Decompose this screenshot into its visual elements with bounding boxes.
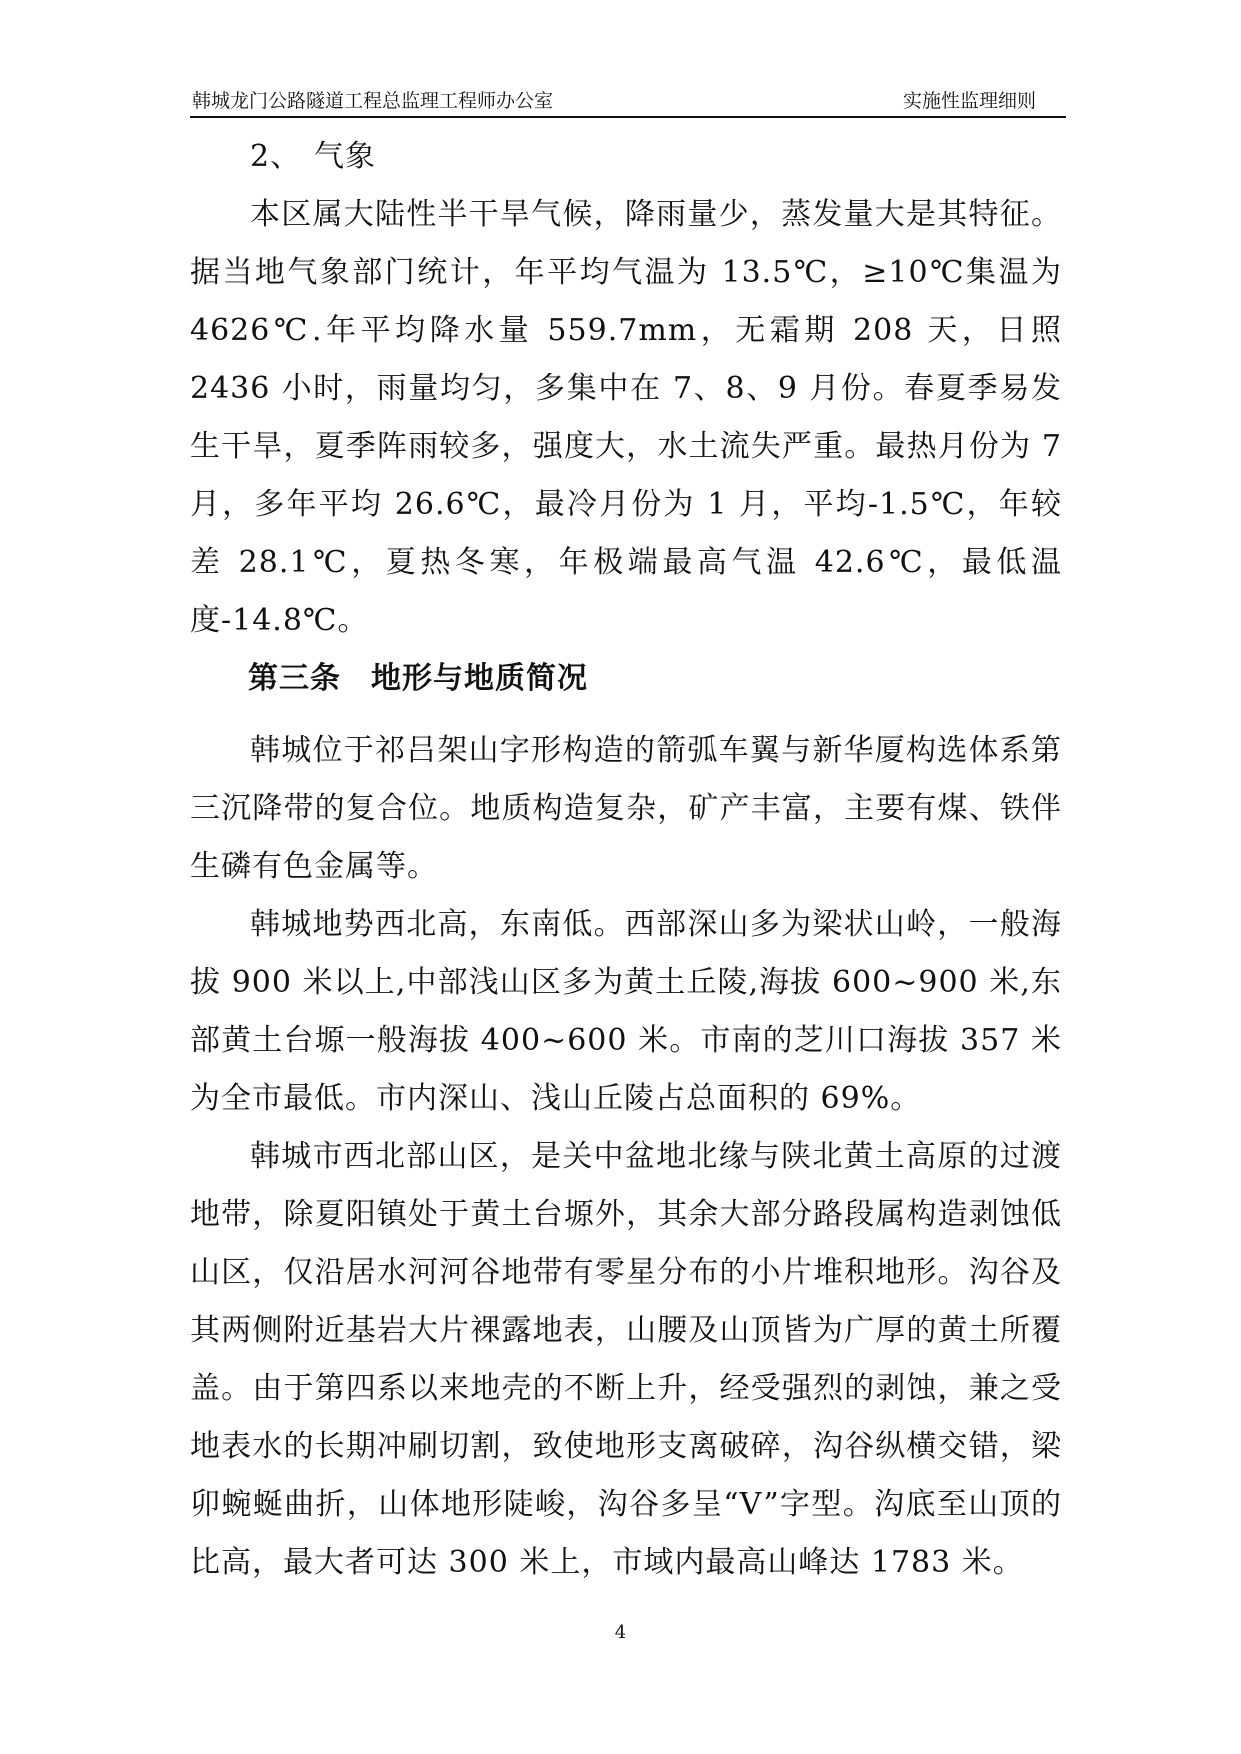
page-header [190,86,1066,118]
header-document-title: 实施性监理细则 [902,90,1036,112]
article-number: 第三条 [248,661,341,696]
paragraph: 韩城市西北部山区，是关中盆地北缘与陕北黄土高原的过渡地带，除夏阳镇处于黄土台塬外，其余大部分路段属构造剥蚀低山区，仅沿居水河河谷地带有零星分布的小片堆积地形。沟谷及其两侧附近基岩大片裸露地表，山腰及山顶皆为广厚的黄土所覆盖。由于第四系以来地壳的不断上升，经受强烈的剥蚀，兼之受地表水的长期冲刷切割，致使地形支离破碎，沟谷纵横交错，梁卯蜿蜒曲折，山体地形陡峻，沟谷多呈“V”字型。沟底至山顶的比高，最大者可达 300 米上，市域内最高山峰达 1783 米。 [190,1139,1062,1580]
paragraph: 韩城地势西北高，东南低。西部深山多为梁状山岭，一般海拔 900 米以上,中部浅山区多为黄土丘陵,海拔 600~900 米,东部黄土台塬一般海拔 400~600 米。市南的芝川口海拔 357 米为全市最低。市内深山、浅山丘陵占总面积的 69%。 [190,907,1062,1116]
paragraph: 韩城位于祁吕架山字形构造的箭弧车翼与新华厦构选体系第三沉降带的复合位。地质构造复杂，矿产丰富，主要有煤、铁伴生磷有色金属等。 [190,733,1062,884]
document-body [190,128,1062,1592]
section-title: 气象 [314,139,376,174]
paragraph: 本区属大陆性半干旱气候，降雨量少，蒸发量大是其特征。据当地气象部门统计，年平均气温为 13.5℃，≥10℃集温为 4626℃.年平均降水量 559.7mm，无霜期 208 天，日照 2436 小时，雨量均匀，多集中在 7、8、9 月份。春夏季易发生干旱，夏季阵雨较多，强度大，水土流失严重。最热月份为 7 月，多年平均 26.6℃，最冷月份为 1 月，平均-1.5℃，年较差 28.1℃，夏热冬寒，年极端最高气温 42.6℃，最低温度-14.8℃。 [190,197,1062,638]
section-heading [190,128,1062,186]
page-number: 4 [614,1622,627,1643]
section-number: 2、 [250,139,302,174]
spacer [190,708,1062,722]
article-title: 地形与地质简况 [371,661,588,696]
header-organization: 韩城龙门公路隧道工程总监理工程师办公室 [192,90,554,112]
article-heading [190,650,1062,708]
